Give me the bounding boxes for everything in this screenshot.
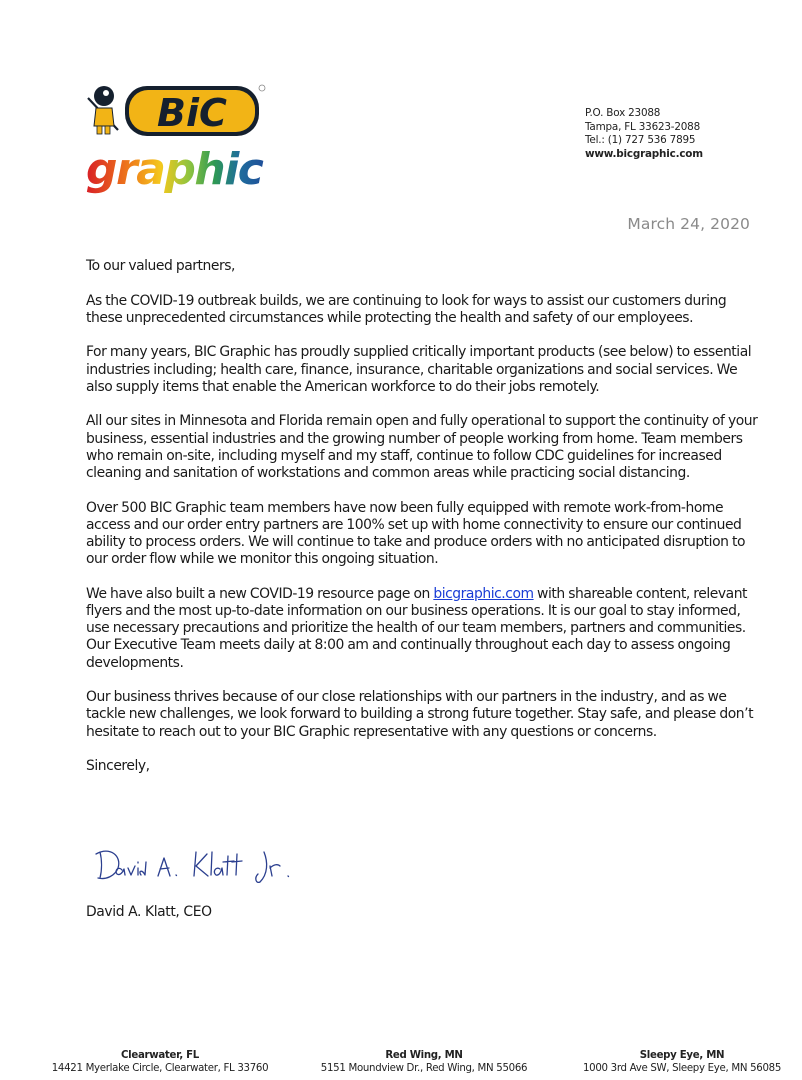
- svg-text:graphic: graphic: [86, 144, 263, 194]
- paragraph-5: [86, 586, 762, 672]
- location-address: 5151 Moundview Dr., Red Wing, MN 55066: [320, 1063, 528, 1075]
- bic-graphic-logo: [84, 82, 274, 194]
- letter-body: [86, 258, 762, 793]
- svg-text:David A. Klatt Jr.: David A. Klatt Jr.: [92, 842, 101, 843]
- paragraph-5-end: with shareable content, relevant flyers and the most up-to-date information on our business operations. It is our goal to stay informed, use necessary precautions and prioritize the health of our team members, partners and communities. Our Executive Team meets daily at 8:00 am and continually throughout each day to assess ongoing developments.: [86, 585, 748, 671]
- paragraph-6: Our business thrives because of our close relationships with our partners in the industry, and as we tackle new challenges, we look forward to building a strong future together. Stay safe, and please don’t hesitate to reach out to your BIC Graphic representative with any questions or concerns.: [86, 689, 754, 740]
- website: www.bicgraphic.com: [585, 147, 703, 160]
- location-address: 1000 3rd Ave SW, Sleepy Eye, MN 56085: [582, 1063, 782, 1075]
- location-address: 14421 Myerlake Circle, Clearwater, FL 33760: [51, 1063, 269, 1075]
- paragraph-3: All our sites in Minnesota and Florida remain open and fully operational to support the continuity of your business, essential industries and the growing number of people working from home. Team members who remain on-site, including myself and my staff, continue to follow CDC guidelines for increased cleaning and sanitation of workstations and common areas while practicing social distancing.: [86, 413, 758, 481]
- location-sleepy-eye: [562, 1049, 802, 1076]
- salutation: To our valued partners,: [86, 258, 235, 274]
- svg-text:BiC: BiC: [157, 91, 227, 135]
- handwritten-signature: [92, 842, 312, 887]
- paragraph-2: For many years, BIC Graphic has proudly supplied critically important products (see below) to essential industries including; health care, finance, insurance, charitable organizations and social services. We also supply items that enable the American workforce to do their jobs remotely.: [86, 344, 752, 395]
- signature-icon: [92, 842, 312, 887]
- resource-page-link[interactable]: bicgraphic.com: [433, 585, 534, 602]
- paragraph-1: As the COVID-19 outbreak builds, we are continuing to look for ways to assist our customers during these unprecedented circumstances while protecting the health and safety of our employees.: [86, 292, 727, 326]
- footer-locations: [0, 1049, 802, 1079]
- po-box: P.O. Box 23088: [585, 107, 661, 119]
- telephone: Tel.: (1) 727 536 7895: [585, 134, 696, 147]
- location-red-wing: [304, 1049, 544, 1076]
- location-clearwater: [40, 1049, 280, 1076]
- location-city: Red Wing, MN: [385, 1050, 463, 1061]
- letter-date: March 24, 2020: [627, 215, 750, 233]
- city-state-zip: Tampa, FL 33623-2088: [585, 120, 700, 133]
- location-city: Clearwater, FL: [120, 1050, 200, 1061]
- signer-name-title: David A. Klatt, CEO: [86, 904, 212, 920]
- closing: Sincerely,: [86, 758, 150, 775]
- paragraph-4: Over 500 BIC Graphic team members have now been fully equipped with remote work-from-home access and our order entry partners are 100% set up with home connectivity to ensure our continued ability to process orders. We will continue to take and produce orders with no anticipated disruption to our order flow while we monitor this ongoing situation.: [86, 499, 745, 568]
- bic-logo-icon: [84, 82, 274, 194]
- location-city: Sleepy Eye, MN: [639, 1050, 725, 1061]
- paragraph-5-start: We have also built a new COVID-19 resource page on: [86, 585, 434, 602]
- letterhead-address: [585, 107, 703, 161]
